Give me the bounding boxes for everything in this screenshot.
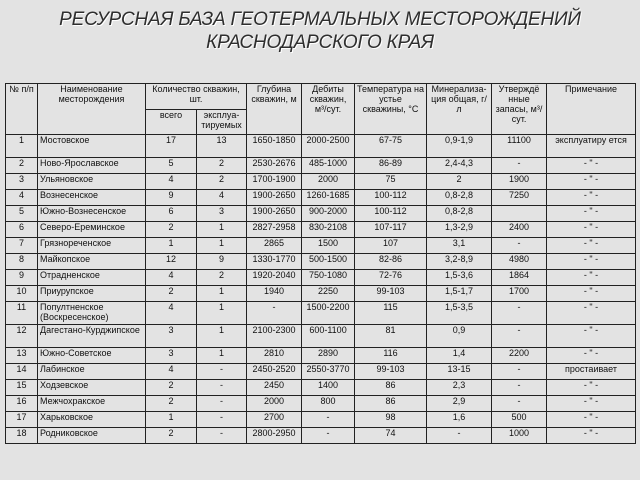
cell-debit: 900-2000 [302, 206, 355, 222]
cell-depth: 2450 [247, 380, 302, 396]
cell-wells-total: 5 [146, 158, 197, 174]
table-row [6, 190, 636, 206]
cell-note: - " - [547, 206, 636, 222]
cell-wells-total: 4 [146, 270, 197, 286]
title-line-1: РЕСУРСНАЯ БАЗА ГЕОТЕРМАЛЬНЫХ МЕСТОРОЖДЕНИЙ [59, 9, 581, 30]
cell-wells-operating: - [197, 412, 247, 428]
header-wells-operating: эксплуа-тируемых [197, 110, 247, 135]
table-row [6, 364, 636, 380]
cell-debit: 1260-1685 [302, 190, 355, 206]
header-temperature: Температура на устье скважины, °С [355, 84, 427, 135]
cell-wells-operating: 2 [197, 270, 247, 286]
cell-note: - " - [547, 158, 636, 174]
cell-depth: 1700-1900 [247, 174, 302, 190]
cell-note: - " - [547, 325, 636, 348]
geothermal-table [5, 83, 636, 444]
cell-num: 10 [6, 286, 38, 302]
cell-note: - " - [547, 174, 636, 190]
cell-debit: 830-2108 [302, 222, 355, 238]
cell-mineralization: 13-15 [427, 364, 492, 380]
cell-mineralization: 1,6 [427, 412, 492, 428]
cell-mineralization: - [427, 428, 492, 444]
cell-reserves: 1700 [492, 286, 547, 302]
cell-wells-total: 4 [146, 364, 197, 380]
cell-num: 3 [6, 174, 38, 190]
cell-wells-total: 2 [146, 428, 197, 444]
table-row [6, 174, 636, 190]
cell-debit: 2890 [302, 348, 355, 364]
cell-reserves: - [492, 396, 547, 412]
cell-reserves: - [492, 238, 547, 254]
cell-depth: 1650-1850 [247, 135, 302, 158]
cell-debit: 1400 [302, 380, 355, 396]
cell-temperature: 81 [355, 325, 427, 348]
cell-num: 14 [6, 364, 38, 380]
header-depth: Глубина скважин, м [247, 84, 302, 135]
header-debit: Дебиты скважин, м³/сут. [302, 84, 355, 135]
cell-mineralization: 2,9 [427, 396, 492, 412]
cell-temperature: 115 [355, 302, 427, 325]
cell-name: Приурупское [38, 286, 146, 302]
cell-temperature: 86 [355, 396, 427, 412]
cell-debit: 1500-2200 [302, 302, 355, 325]
cell-mineralization: 2,3 [427, 380, 492, 396]
table-body [6, 135, 636, 444]
cell-note: - " - [547, 222, 636, 238]
cell-wells-total: 2 [146, 286, 197, 302]
cell-wells-total: 2 [146, 380, 197, 396]
cell-depth: 2530-2676 [247, 158, 302, 174]
cell-reserves: - [492, 364, 547, 380]
cell-wells-total: 12 [146, 254, 197, 270]
cell-num: 18 [6, 428, 38, 444]
cell-num: 4 [6, 190, 38, 206]
table-row [6, 348, 636, 364]
table-row [6, 270, 636, 286]
cell-depth: 2700 [247, 412, 302, 428]
cell-note: - " - [547, 270, 636, 286]
cell-name: Дагестано-Курджипское [38, 325, 146, 348]
table-row [6, 238, 636, 254]
table-row [6, 206, 636, 222]
cell-num: 11 [6, 302, 38, 325]
cell-wells-total: 6 [146, 206, 197, 222]
cell-note: - " - [547, 348, 636, 364]
cell-name: Южно-Советское [38, 348, 146, 364]
cell-note: - " - [547, 238, 636, 254]
cell-wells-operating: 1 [197, 286, 247, 302]
cell-wells-operating: 4 [197, 190, 247, 206]
cell-depth: 2827-2958 [247, 222, 302, 238]
cell-wells-operating: - [197, 364, 247, 380]
cell-num: 2 [6, 158, 38, 174]
table-row [6, 286, 636, 302]
cell-temperature: 100-112 [355, 190, 427, 206]
cell-mineralization: 1,5-1,7 [427, 286, 492, 302]
cell-debit: 485-1000 [302, 158, 355, 174]
cell-temperature: 99-103 [355, 364, 427, 380]
cell-name: Северо-Ереминское [38, 222, 146, 238]
cell-name: Попултненское (Воскресенское) [38, 302, 146, 325]
cell-name: Ново-Ярославское [38, 158, 146, 174]
cell-temperature: 75 [355, 174, 427, 190]
slide-title [0, 8, 640, 54]
cell-note: - " - [547, 412, 636, 428]
cell-reserves: - [492, 302, 547, 325]
cell-debit: - [302, 412, 355, 428]
cell-wells-total: 1 [146, 412, 197, 428]
cell-wells-operating: - [197, 380, 247, 396]
cell-temperature: 107 [355, 238, 427, 254]
cell-temperature: 99-103 [355, 286, 427, 302]
table-row [6, 222, 636, 238]
cell-reserves: 1900 [492, 174, 547, 190]
cell-name: Харьковское [38, 412, 146, 428]
cell-mineralization: 1,3-2,9 [427, 222, 492, 238]
cell-reserves: 2200 [492, 348, 547, 364]
cell-reserves: 4980 [492, 254, 547, 270]
table-row [6, 325, 636, 348]
table-row [6, 412, 636, 428]
cell-mineralization: 2 [427, 174, 492, 190]
table-row [6, 158, 636, 174]
cell-note: - " - [547, 190, 636, 206]
cell-debit: 600-1100 [302, 325, 355, 348]
table-row [6, 428, 636, 444]
cell-reserves: 500 [492, 412, 547, 428]
cell-wells-operating: 3 [197, 206, 247, 222]
cell-temperature: 107-117 [355, 222, 427, 238]
cell-num: 6 [6, 222, 38, 238]
cell-name: Ульяновское [38, 174, 146, 190]
cell-temperature: 67-75 [355, 135, 427, 158]
cell-name: Мостовское [38, 135, 146, 158]
cell-debit: - [302, 428, 355, 444]
cell-name: Межчохракское [38, 396, 146, 412]
cell-mineralization: 0,9 [427, 325, 492, 348]
header-name: Наименование месторождения [38, 84, 146, 135]
cell-wells-total: 2 [146, 396, 197, 412]
cell-wells-operating: 1 [197, 222, 247, 238]
cell-name: Южно-Вознесенское [38, 206, 146, 222]
cell-wells-operating: 1 [197, 302, 247, 325]
table-row [6, 380, 636, 396]
cell-mineralization: 0,8-2,8 [427, 206, 492, 222]
header-reserves: Утверждё нные запасы, м³/сут. [492, 84, 547, 135]
cell-wells-total: 3 [146, 325, 197, 348]
cell-wells-total: 4 [146, 174, 197, 190]
cell-wells-operating: 13 [197, 135, 247, 158]
cell-num: 5 [6, 206, 38, 222]
cell-debit: 1500 [302, 238, 355, 254]
cell-reserves: - [492, 380, 547, 396]
cell-temperature: 82-86 [355, 254, 427, 270]
cell-reserves: - [492, 325, 547, 348]
cell-num: 9 [6, 270, 38, 286]
cell-depth: 1900-2650 [247, 206, 302, 222]
cell-num: 12 [6, 325, 38, 348]
cell-wells-operating: 9 [197, 254, 247, 270]
header-wells: Количество скважин, шт. [146, 84, 247, 110]
cell-reserves: 1000 [492, 428, 547, 444]
cell-note: - " - [547, 428, 636, 444]
cell-wells-total: 17 [146, 135, 197, 158]
cell-wells-operating: 1 [197, 325, 247, 348]
cell-num: 1 [6, 135, 38, 158]
cell-debit: 800 [302, 396, 355, 412]
cell-wells-total: 4 [146, 302, 197, 325]
cell-wells-operating: - [197, 396, 247, 412]
cell-depth: 2000 [247, 396, 302, 412]
title-line-2: КРАСНОДАРСКОГО КРАЯ [206, 32, 434, 53]
cell-note: эксплуатиру ется [547, 135, 636, 158]
cell-name: Ходзевское [38, 380, 146, 396]
header-note: Примечание [547, 84, 636, 135]
cell-mineralization: 3,1 [427, 238, 492, 254]
cell-debit: 2550-3770 [302, 364, 355, 380]
cell-debit: 500-1500 [302, 254, 355, 270]
cell-depth: 2100-2300 [247, 325, 302, 348]
cell-name: Грязнореченское [38, 238, 146, 254]
cell-note: простаивает [547, 364, 636, 380]
cell-reserves: 2400 [492, 222, 547, 238]
cell-temperature: 72-76 [355, 270, 427, 286]
cell-depth: 2800-2950 [247, 428, 302, 444]
header-num: № п/п [6, 84, 38, 135]
table-row [6, 396, 636, 412]
table-row [6, 302, 636, 325]
cell-wells-operating: 1 [197, 348, 247, 364]
cell-mineralization: 1,4 [427, 348, 492, 364]
cell-name: Вознесенское [38, 190, 146, 206]
cell-mineralization: 2,4-4,3 [427, 158, 492, 174]
cell-wells-total: 2 [146, 222, 197, 238]
cell-wells-operating: - [197, 428, 247, 444]
cell-note: - " - [547, 380, 636, 396]
cell-wells-total: 1 [146, 238, 197, 254]
cell-reserves [492, 206, 547, 222]
header-mineralization: Минерализа-ция общая, г/л [427, 84, 492, 135]
cell-reserves: - [492, 158, 547, 174]
cell-num: 8 [6, 254, 38, 270]
table-row [6, 135, 636, 158]
cell-depth: 1940 [247, 286, 302, 302]
cell-mineralization: 0,8-2,8 [427, 190, 492, 206]
cell-depth: 1900-2650 [247, 190, 302, 206]
cell-debit: 2250 [302, 286, 355, 302]
cell-num: 7 [6, 238, 38, 254]
cell-note: - " - [547, 302, 636, 325]
cell-note: - " - [547, 286, 636, 302]
cell-mineralization: 1,5-3,5 [427, 302, 492, 325]
cell-depth: 1330-1770 [247, 254, 302, 270]
cell-reserves: 7250 [492, 190, 547, 206]
cell-temperature: 86-89 [355, 158, 427, 174]
cell-mineralization: 0,9-1,9 [427, 135, 492, 158]
cell-depth: 2865 [247, 238, 302, 254]
cell-debit: 2000 [302, 174, 355, 190]
cell-wells-operating: 2 [197, 158, 247, 174]
cell-debit: 750-1080 [302, 270, 355, 286]
cell-temperature: 98 [355, 412, 427, 428]
cell-temperature: 116 [355, 348, 427, 364]
cell-name: Отрадненское [38, 270, 146, 286]
table-row [6, 254, 636, 270]
cell-note: - " - [547, 396, 636, 412]
cell-depth: 1920-2040 [247, 270, 302, 286]
cell-num: 16 [6, 396, 38, 412]
cell-depth: - [247, 302, 302, 325]
cell-wells-operating: 2 [197, 174, 247, 190]
cell-num: 13 [6, 348, 38, 364]
cell-debit: 2000-2500 [302, 135, 355, 158]
cell-wells-total: 9 [146, 190, 197, 206]
cell-temperature: 86 [355, 380, 427, 396]
cell-num: 17 [6, 412, 38, 428]
cell-name: Майкопское [38, 254, 146, 270]
cell-name: Родниковское [38, 428, 146, 444]
cell-reserves: 11100 [492, 135, 547, 158]
cell-depth: 2810 [247, 348, 302, 364]
cell-num: 15 [6, 380, 38, 396]
cell-wells-operating: 1 [197, 238, 247, 254]
cell-temperature: 100-112 [355, 206, 427, 222]
cell-mineralization: 1,5-3,6 [427, 270, 492, 286]
cell-wells-total: 3 [146, 348, 197, 364]
header-wells-total: всего [146, 110, 197, 135]
cell-reserves: 1864 [492, 270, 547, 286]
cell-note: - " - [547, 254, 636, 270]
cell-depth: 2450-2520 [247, 364, 302, 380]
cell-name: Лабинское [38, 364, 146, 380]
cell-temperature: 74 [355, 428, 427, 444]
cell-mineralization: 3,2-8,9 [427, 254, 492, 270]
